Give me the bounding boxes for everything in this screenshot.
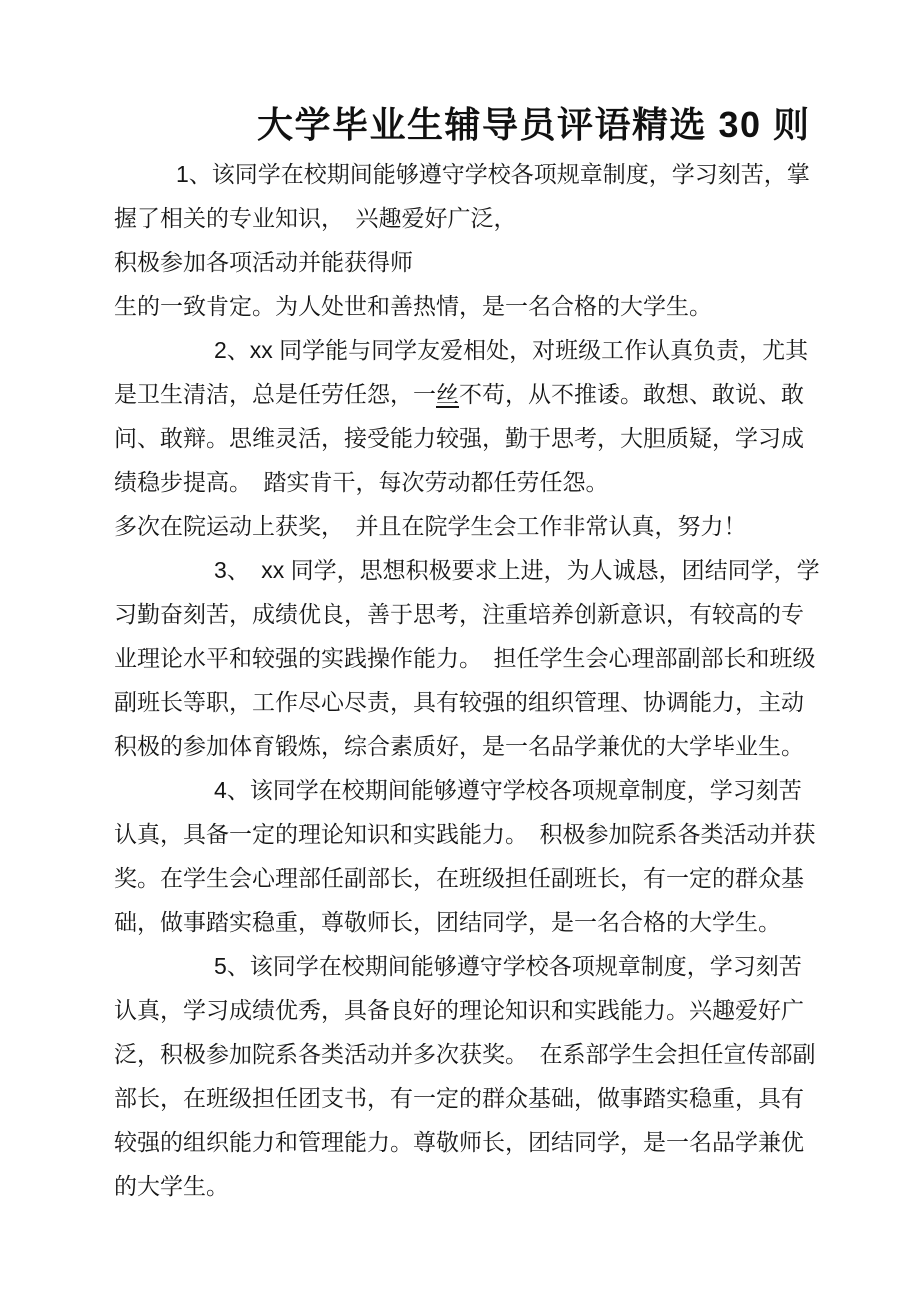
document-title: 大学毕业生辅导员评语精选 30 则 — [257, 104, 811, 145]
paragraph-4 — [114, 768, 814, 944]
text-line: 的大学生。 — [114, 1173, 229, 1199]
text-line: 多次在院运动上获奖， 并且在院学生会工作非常认真，努力！ — [114, 513, 747, 539]
paragraph-2 — [114, 328, 814, 548]
paragraph-3 — [114, 548, 820, 768]
text-line: 2、xx 同学能与同学友爱相处，对班级工作认真负责，尤其 — [214, 337, 809, 363]
text-segment: 不苟，从不推诿。敢想、敢说、敢 — [459, 381, 804, 407]
text-line: 业理论水平和较强的实践操作能力。 担任学生会心理部副部长和班级 — [114, 645, 816, 671]
text-line: 绩稳步提高。 踏实肯干，每次劳动都任劳任怨。 — [114, 469, 609, 495]
text-line: 握了相关的专业知识， 兴趣爱好广泛， — [114, 205, 517, 231]
text-line: 问、敢辩。思维灵活，接受能力较强，勤于思考，大胆质疑，学习成 — [114, 425, 804, 451]
text-line: 生的一致肯定。为人处世和善热情，是一名合格的大学生。 — [114, 293, 712, 319]
text-line: 副班长等职，工作尽心尽责，具有较强的组织管理、协调能力，主动 — [114, 689, 804, 715]
text-line: 认真，学习成绩优秀，具备良好的理论知识和实践能力。兴趣爱好广 — [114, 997, 804, 1023]
text-line: 3、 xx 同学，思想积极要求上进，为人诚恳，团结同学，学 — [214, 557, 820, 583]
text-line: 4、该同学在校期间能够遵守学校各项规章制度，学习刻苦 — [214, 777, 802, 803]
underlined-text: 丝 — [436, 381, 459, 407]
text-line: 1、该同学在校期间能够遵守学校各项规章制度，学习刻苦，掌 — [176, 161, 810, 187]
text-segment: 是卫生清洁，总是任劳任怨，一 — [114, 381, 436, 407]
text-line: 习勤奋刻苦，成绩优良，善于思考，注重培养创新意识，有较高的专 — [114, 601, 804, 627]
text-line: 泛，积极参加院系各类活动并多次获奖。 在系部学生会担任宣传部副 — [114, 1041, 816, 1067]
text-line: 础，做事踏实稳重，尊敬师长，团结同学，是一名合格的大学生。 — [114, 909, 781, 935]
text-line: 5、该同学在校期间能够遵守学校各项规章制度，学习刻苦 — [214, 953, 802, 979]
text-line: 较强的组织能力和管理能力。尊敬师长，团结同学，是一名品学兼优 — [114, 1129, 804, 1155]
text-line: 认真，具备一定的理论知识和实践能力。 积极参加院系各类活动并获 — [114, 821, 816, 847]
text-line: 积极参加各项活动并能获得师 — [114, 249, 413, 275]
text-line: 积极的参加体育锻炼，综合素质好，是一名品学兼优的大学毕业生。 — [114, 733, 804, 759]
document-body — [114, 152, 820, 1208]
text-line — [114, 372, 814, 416]
text-line: 部长，在班级担任团支书，有一定的群众基础，做事踏实稳重，具有 — [114, 1085, 804, 1111]
paragraph-5 — [114, 944, 814, 1208]
paragraph-1 — [114, 152, 814, 328]
text-line: 奖。在学生会心理部任副部长，在班级担任副班长，有一定的群众基 — [114, 865, 804, 891]
